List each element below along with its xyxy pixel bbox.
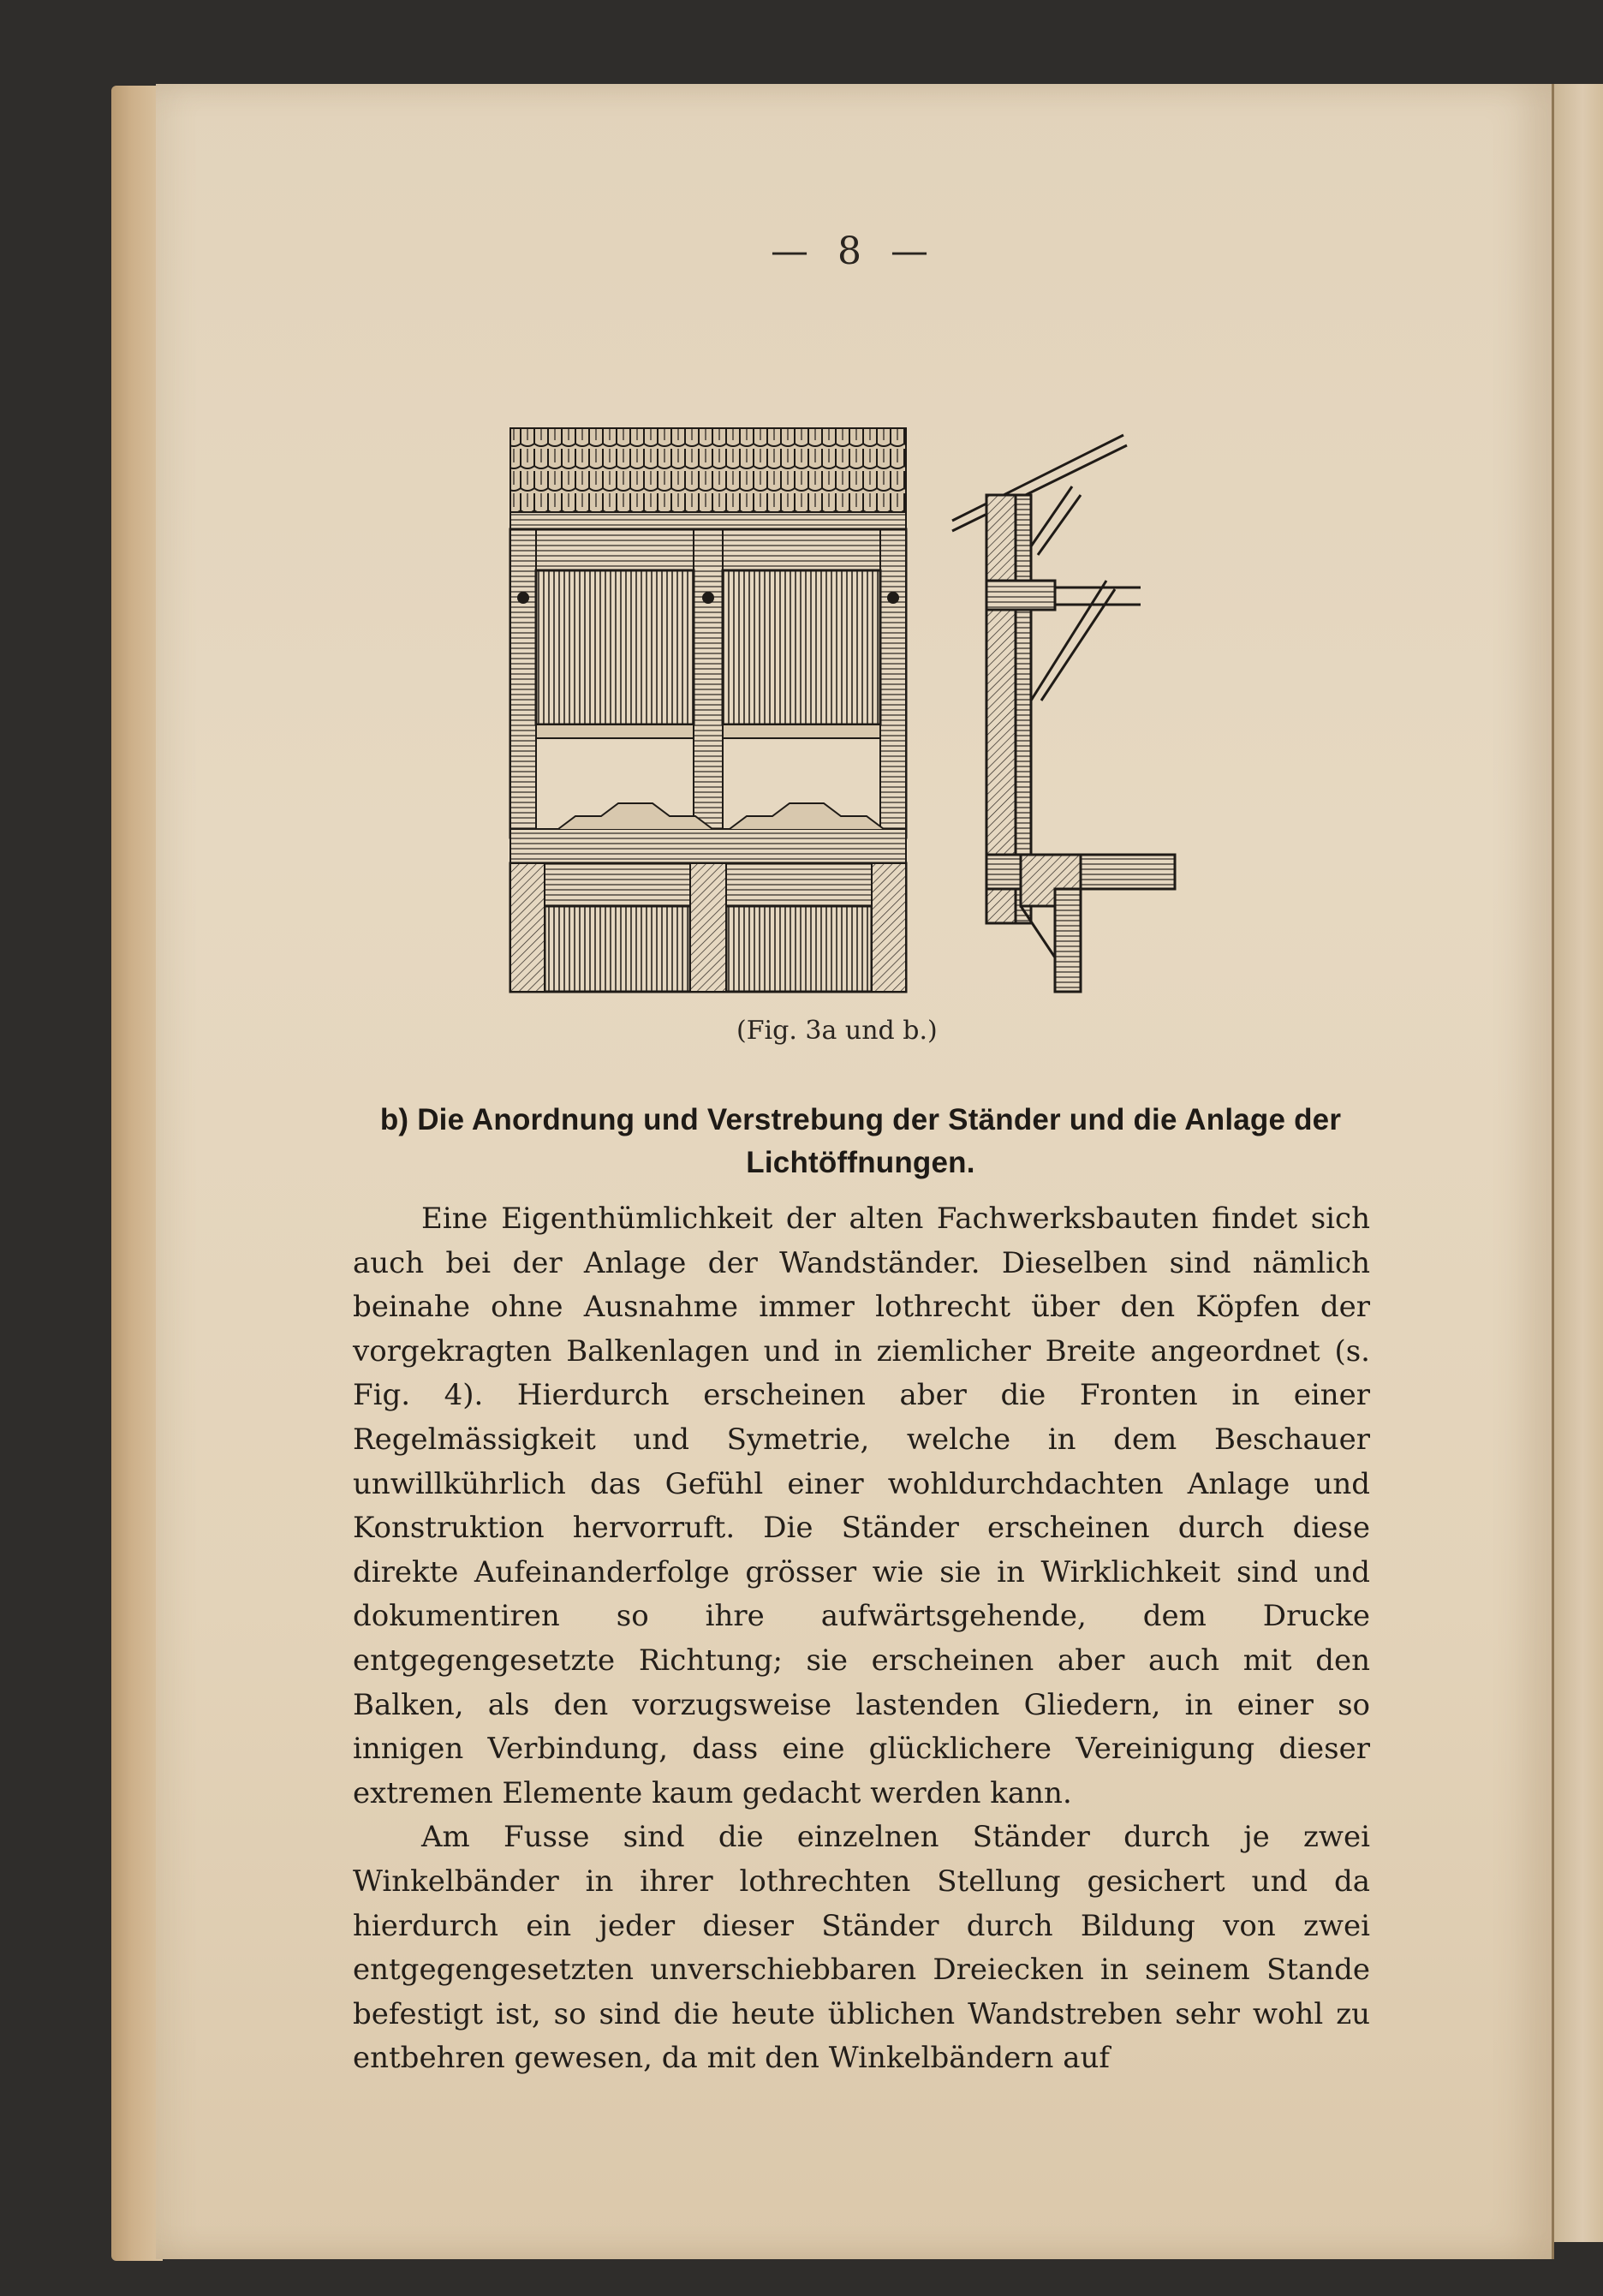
- body-text: [353, 1197, 1370, 2081]
- fig-3a-facade: [510, 428, 906, 992]
- figure-timber-frame: [507, 426, 1346, 1000]
- paragraph-1: Eine Eigenthümlichkeit der alten Fachwerksbauten findet sich auch bei der Anlage der Wandständer. Dieselben sind nämlich beinahe ohne Ausnahme immer lothrecht über den Köpfen der vorgekragten Balkenlagen und in ziemlicher Breite angeordnet (s. Fig. 4). Hierdurch erscheinen aber die Fronten in einer Regelmässigkeit und Symetrie, welche in dem Beschauer unwillkührlich das Gefühl einer wohldurchdachten Anlage und Konstruktion hervorruft. Die Ständer erscheinen durch diese direkte Aufeinanderfolge grösser wie sie in Wirklichkeit sind und dokumentiren so ihre aufwärtsgehende, dem Drucke entgegengesetzte Richtung; sie erscheinen aber auch mit den Balken, als den vorzugsweise lastenden Gliedern, in einer so innigen Verbindung, dass eine glücklichere Vereinigung dieser extremen Elemente kaum gedacht werden kann.: [353, 1202, 1370, 1810]
- section-heading: b) Die Anordnung und Verstrebung der Ständer und die Anlage der Lichtöffnungen.: [379, 1103, 1342, 1179]
- spine-line: [1552, 84, 1554, 2259]
- paragraph-2: Am Fusse sind die einzelnen Ständer durch je zwei Winkelbänder in ihrer lothrechten Stellung gesichert und da hierdurch ein jeder dieser Ständer durch Bildung von zwei entgegengesetzten unverschiebbaren Dreiecken in seinem Stande befestigt ist, so sind die heute üblichen Wandstreben sehr wohl zu entbehren gewesen, da mit den Winkelbändern auf: [353, 1820, 1370, 2076]
- book-edge: [111, 86, 163, 2261]
- page-number: — 8 —: [771, 230, 937, 273]
- fig-3b-section: [952, 435, 1175, 992]
- book-page: [156, 84, 1552, 2259]
- next-page-edge: [1552, 84, 1603, 2242]
- figure-caption: (Fig. 3a und b.): [736, 1016, 938, 1046]
